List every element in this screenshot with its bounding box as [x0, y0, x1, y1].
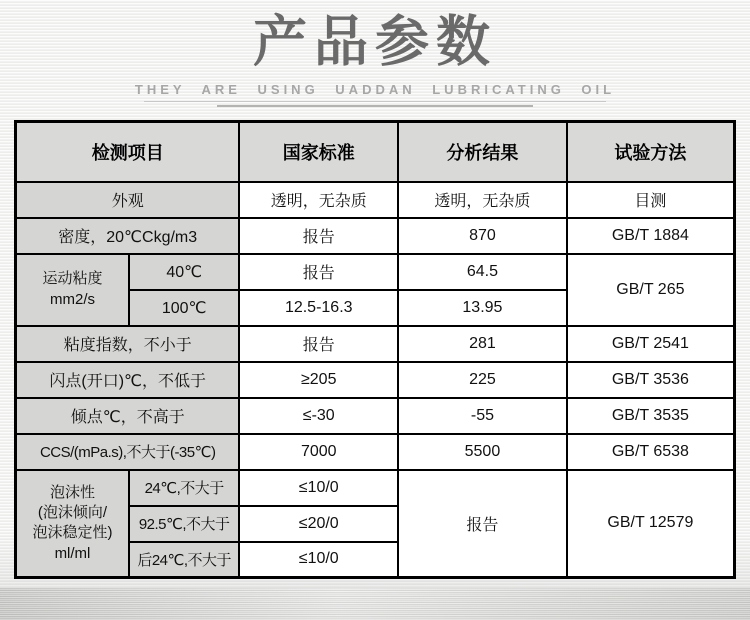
cell-appearance-item: 外观: [16, 182, 240, 218]
cell-density-result: 870: [398, 218, 567, 254]
cell-ccs-item: CCS/(mPa.s),不大于(-35℃): [16, 434, 240, 470]
col-header-standard: 国家标准: [239, 122, 398, 182]
cell-foam-method: GB/T 12579: [567, 470, 735, 578]
cell-foam-24-standard: ≤10/0: [239, 470, 398, 506]
foam-item-line2: (泡沫倾向/: [37, 504, 108, 521]
cell-viscosity-index-method: GB/T 2541: [567, 326, 735, 362]
spec-table: [14, 120, 736, 579]
foam-item-line3: 泡沫稳定性): [32, 524, 113, 542]
foam-item-line4: ml/ml: [54, 544, 91, 562]
cell-foam-after24-standard: ≤10/0: [239, 542, 398, 578]
table-row: [16, 362, 735, 398]
cell-ccs-method: GB/T 6538: [567, 434, 735, 470]
cell-foam-24-label: 24℃,不大于: [129, 470, 239, 506]
cell-viscosity-100-standard: 12.5-16.3: [239, 290, 398, 326]
viscosity-item-line2: mm2/s: [49, 290, 95, 308]
cell-foam-result: 报告: [398, 470, 567, 578]
cell-flash-point-standard: ≥205: [239, 362, 398, 398]
cell-viscosity-40-result: 64.5: [398, 254, 567, 290]
col-header-item: 检测项目: [16, 122, 240, 182]
table-header-row: [16, 122, 735, 182]
cell-density-standard: 报告: [239, 218, 398, 254]
cell-flash-point-item: 闪点(开口)℃，不低于: [16, 362, 240, 398]
page-title: 产品参数: [253, 11, 497, 73]
cell-appearance-method: 目测: [567, 182, 735, 218]
cell-foam-item: [16, 470, 129, 578]
cell-flash-point-method: GB/T 3536: [567, 362, 735, 398]
col-header-method: 试验方法: [567, 122, 735, 182]
table-row: [16, 254, 735, 290]
cell-flash-point-result: 225: [398, 362, 567, 398]
cell-ccs-result: 5500: [398, 434, 567, 470]
cell-pour-point-standard: ≤-30: [239, 398, 398, 434]
cell-density-method: GB/T 1884: [567, 218, 735, 254]
cell-viscosity-100-label: 100℃: [129, 290, 239, 326]
cell-viscosity-index-standard: 报告: [239, 326, 398, 362]
cell-foam-92-label: 92.5℃,不大于: [129, 506, 239, 542]
col-header-result: 分析结果: [398, 122, 567, 182]
cell-viscosity-40-standard: 报告: [239, 254, 398, 290]
subtitle-underline-short: [217, 105, 533, 107]
cell-pour-point-result: -55: [398, 398, 567, 434]
cell-viscosity-item: [16, 254, 129, 326]
cell-ccs-standard: 7000: [239, 434, 398, 470]
page-subtitle: THEY ARE USING UADDAN LUBRICATING OIL: [134, 82, 616, 97]
cell-viscosity-index-item: 粘度指数，不小于: [16, 326, 240, 362]
cell-viscosity-40-label: 40℃: [129, 254, 239, 290]
cell-foam-after24-label: 后24℃,不大于: [129, 542, 239, 578]
viscosity-item-line1: 运动粘度: [42, 270, 103, 288]
page-header: [0, 0, 750, 107]
table-row: [16, 398, 735, 434]
cell-appearance-result: 透明，无杂质: [398, 182, 567, 218]
table-row: [16, 182, 735, 218]
cell-viscosity-index-result: 281: [398, 326, 567, 362]
table-row: [16, 434, 735, 470]
cell-density-item: 密度，20℃Ckg/m3: [16, 218, 240, 254]
foam-item-line1: 泡沫性: [49, 483, 95, 501]
cell-viscosity-100-result: 13.95: [398, 290, 567, 326]
table-row: [16, 470, 735, 506]
table-row: [16, 326, 735, 362]
cell-foam-92-standard: ≤20/0: [239, 506, 398, 542]
cell-pour-point-item: 倾点℃，不高于: [16, 398, 240, 434]
table-row: [16, 218, 735, 254]
cell-viscosity-method: GB/T 265: [567, 254, 735, 326]
cell-pour-point-method: GB/T 3535: [567, 398, 735, 434]
cell-appearance-standard: 透明，无杂质: [239, 182, 398, 218]
subtitle-underline-long: [144, 101, 606, 102]
